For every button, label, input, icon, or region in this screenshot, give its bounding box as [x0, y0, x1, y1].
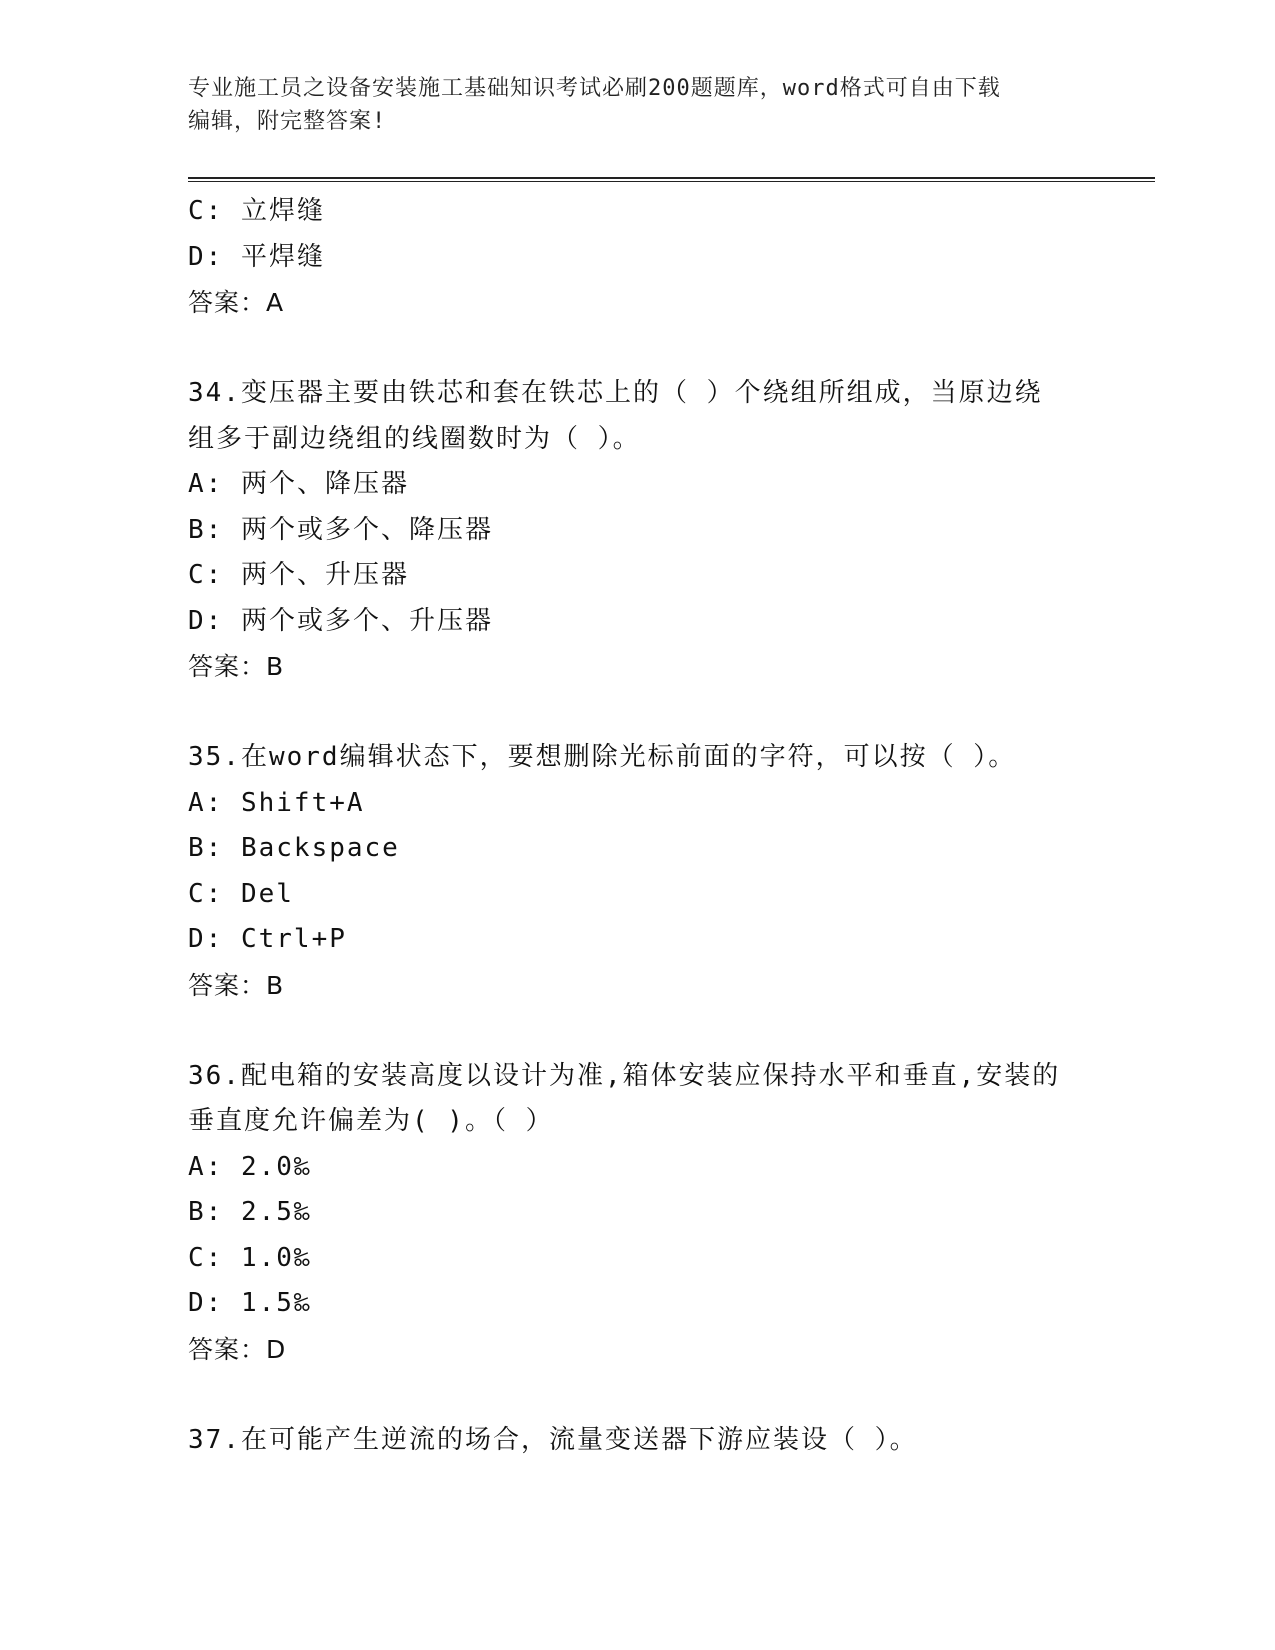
header-divider [188, 177, 1155, 182]
option-a: A: 两个、降压器 [188, 469, 409, 499]
spacer [188, 326, 1168, 372]
question-stem-line-2: 组多于副边绕组的线圈数时为（ ）。 [188, 423, 641, 454]
question-35 [188, 735, 1168, 1008]
option-d: D: Ctrl+P [188, 924, 347, 954]
question-36 [188, 1054, 1168, 1373]
answer: 答案：B [188, 652, 285, 681]
question-33 [188, 189, 1168, 326]
answer: 答案：A [188, 288, 285, 317]
question-stem-line-1: 34.变压器主要由铁芯和套在铁芯上的（ ）个绕组所组成，当原边绕 [188, 378, 1043, 408]
answer: 答案：B [188, 970, 285, 1000]
option-b: B: 2.5‰ [188, 1197, 312, 1227]
option-a: A: Shift+A [188, 787, 365, 818]
question-37 [188, 1418, 1168, 1464]
option-d: D: 1.5‰ [188, 1288, 312, 1318]
option-b: B: 两个或多个、降压器 [188, 514, 493, 545]
question-list [188, 189, 1168, 1463]
option-c: C: Del [188, 878, 294, 909]
spacer [188, 1372, 1168, 1418]
header-title-line-2: 编辑，附完整答案! [188, 109, 387, 134]
header-title-line-1: 专业施工员之设备安装施工基础知识考试必刷200题题库，word格式可自由下载 [188, 76, 1001, 101]
question-stem-line-2: 垂直度允许偏差为( )。（ ） [188, 1106, 554, 1136]
spacer [188, 1008, 1168, 1054]
option-c: C: 立焊缝 [188, 196, 325, 226]
option-d: D: 平焊缝 [188, 241, 325, 272]
question-stem-line-1: 35.在word编辑状态下，要想删除光标前面的字符，可以按（ ）。 [188, 742, 1017, 772]
option-c: C: 两个、升压器 [188, 560, 409, 590]
question-34 [188, 371, 1168, 690]
option-a: A: 2.0‰ [188, 1151, 312, 1182]
page-header [188, 72, 1088, 138]
answer: 答案：D [188, 1334, 287, 1364]
option-d: D: 两个或多个、升压器 [188, 605, 493, 636]
question-stem-line-1: 36.配电箱的安装高度以设计为准,箱体安装应保持水平和垂直,安装的 [188, 1060, 1061, 1091]
spacer [188, 690, 1168, 736]
option-b: B: Backspace [188, 833, 400, 863]
question-stem-line-1: 37.在可能产生逆流的场合，流量变送器下游应装设（ ）。 [188, 1424, 918, 1455]
option-c: C: 1.0‰ [188, 1242, 312, 1273]
